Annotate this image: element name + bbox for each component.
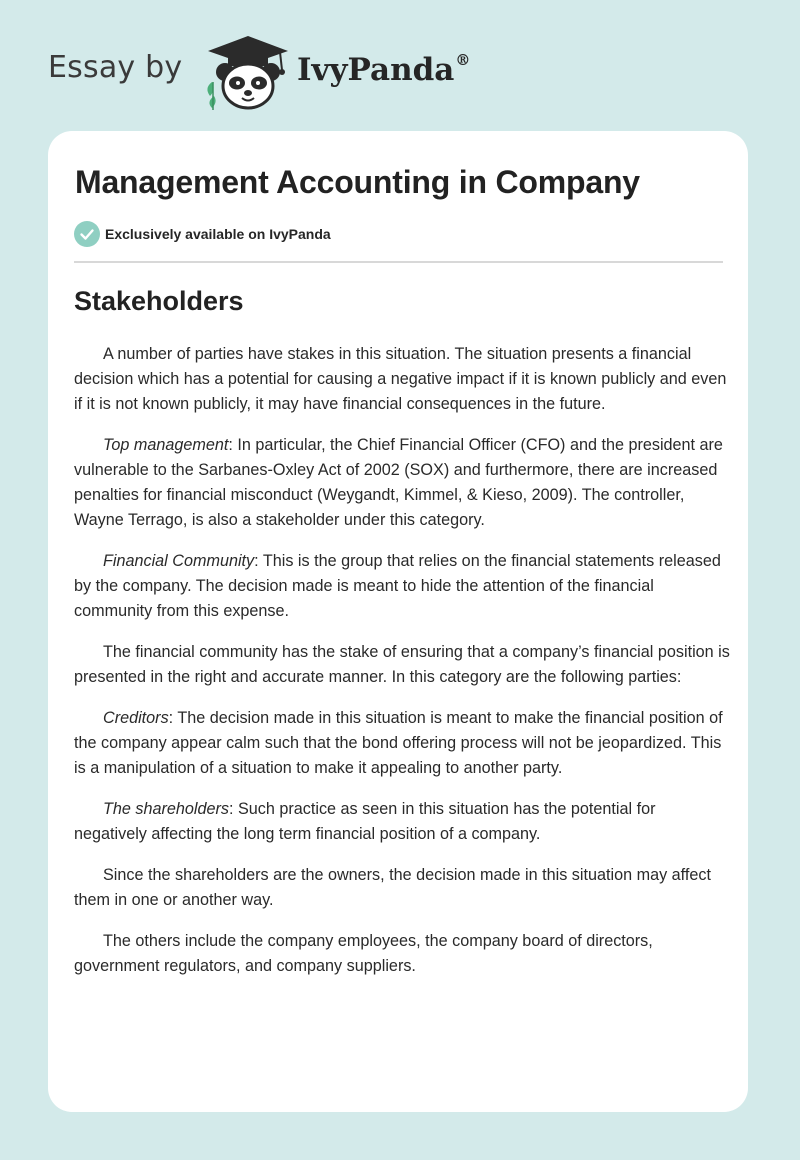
registered-mark: ®	[455, 50, 471, 69]
essay-body	[74, 342, 730, 995]
paragraph: Top management: In particular, the Chief Financial Officer (CFO) and the president are vulnerable to the Sarbanes-Oxley Act of 2002 (SOX) and furthermore, there are increased penalties for financial misconduct (Weygandt, Kimmel, & Kieso, 2009). The controller, Wayne Terrago, is also a stakeholder under this category.	[74, 436, 723, 529]
exclusive-badge	[74, 221, 331, 247]
essay-card	[48, 131, 748, 1112]
paragraph: The others include the company employees, the company board of directors, government regulators, and company suppliers.	[74, 932, 653, 975]
paragraph: Creditors: The decision made in this situation is meant to make the financial position of the company appear calm such that the bond offering process will not be jeopardized. This is a manipulation of a situation to make it appealing to another party.	[74, 709, 723, 777]
paragraph: Financial Community: This is the group that relies on the financial statements released by the company. The decision made is meant to hide the attention of the financial community from this expense.	[74, 552, 721, 620]
paragraph: Since the shareholders are the owners, the decision made in this situation may affect them in one or another way.	[74, 866, 711, 909]
paragraph: The shareholders: Such practice as seen in this situation has the potential for negatively affecting the long term financial position of a company.	[74, 800, 656, 843]
site-header	[0, 0, 800, 130]
panda-graduate-icon[interactable]	[202, 34, 294, 110]
brand-name[interactable]: IvyPanda®	[297, 50, 471, 88]
check-circle-icon	[74, 221, 100, 247]
paragraph: The financial community has the stake of ensuring that a company’s financial position is presented in the right and accurate manner. In this category are the following parties:	[74, 643, 730, 686]
paragraph: A number of parties have stakes in this situation. The situation presents a financial decision which has a potential for causing a negative impact if it is known publicly and even if it is not known publicly, it may have financial consequences in the future.	[74, 345, 727, 413]
essay-by-label: Essay by	[48, 50, 183, 85]
exclusive-label: Exclusively available on IvyPanda	[105, 226, 331, 242]
page-title: Management Accounting in Company	[75, 164, 640, 200]
section-heading: Stakeholders	[74, 286, 244, 316]
divider	[74, 261, 723, 263]
